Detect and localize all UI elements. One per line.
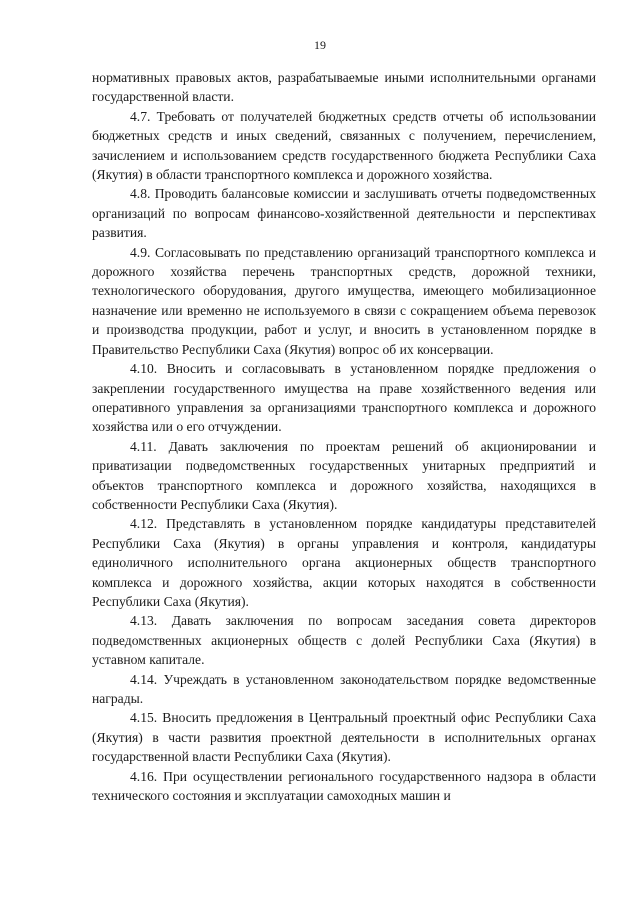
paragraph-4-11: 4.11. Давать заключения по проектам решений об акционировании и приватизации подведомственных государственных унитарных предприятий и объектов транспортного комплекса и дорожного хозяйства, находящихся в собственности Республики Саха (Якутия). [92,438,596,512]
paragraph-4-13: 4.13. Давать заключения по вопросам заседания совета директоров подведомственных акционерных обществ с долей Республики Саха (Якутия) в уставном капитале. [92,613,596,668]
paragraph-4-9: 4.9. Согласовывать по представлению организаций транспортного комплекса и дорожного хозяйства перечень транспортных средств, дорожной техники, технологического оборудования, другого имущества, имеющего мобилизационное назначение или временно не используемого в связи с сокращением объема перевозок и производства продукции, работ и услуг, и вносить в установленном порядке в Правительство Республики Саха (Якутия) вопрос об их консервации. [92,244,596,357]
paragraph-4-10: 4.10. Вносить и согласовывать в установленном порядке предложения о закреплении государственного имущества на праве хозяйственного ведения или оперативного управления за организациями транспортного комплекса и дорожного хозяйства или о его отчуждении. [92,361,596,435]
paragraph-4-7: 4.7. Требовать от получателей бюджетных средств отчеты об использовании бюджетных средств и иных сведений, связанных с получением, перечислением, зачислением и использованием средств государственного бюджета Республики Саха (Якутия) в области транспортного комплекса и дорожного хозяйства. [92,108,596,183]
paragraph-4-14: 4.14. Учреждать в установленном законодательством порядке ведомственные награды. [92,671,596,706]
paragraph-continuation: нормативных правовых актов, разрабатываемые иными исполнительными органами государственной власти. [92,70,596,105]
paragraph-4-15: 4.15. Вносить предложения в Центральный проектный офис Республики Саха (Якутия) в части развития проектной деятельности в исполнительных органах государственной власти Республики Саха (Якутия). [92,710,596,765]
document-body [92,68,596,805]
paragraph-4-12: 4.12. Представлять в установленном порядке кандидатуры представителей Республики Саха (Якутия) в органы управления и контроля, кандидатуры единоличного исполнительного органа акционерных обществ транспортного комплекса и дорожного хозяйства, акции которых находятся в собственности Республики Саха (Якутия). [92,516,596,609]
paragraph-4-16: 4.16. При осуществлении регионального государственного надзора в области технического состояния и эксплуатации самоходных машин и [92,768,596,804]
paragraph-4-8: 4.8. Проводить балансовые комиссии и заслушивать отчеты подведомственных организаций по вопросам финансово-хозяйственной деятельности и перспективах развития. [92,186,596,241]
page-number: 19 [314,38,326,52]
